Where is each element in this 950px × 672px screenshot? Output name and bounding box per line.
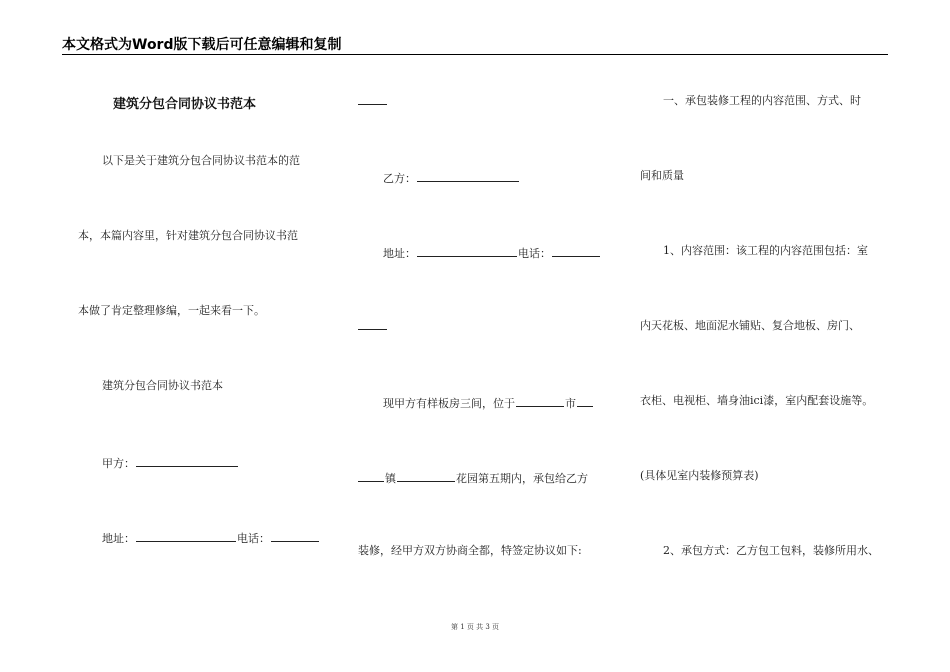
col2-body-line-3: 装修，经甲方双方协商全都，特签定协议如下: <box>358 544 582 557</box>
col2-phone-label: 电话： <box>518 247 551 260</box>
col2-address-line <box>383 244 601 261</box>
col1-phone-blank <box>271 529 319 542</box>
col3-line-6: (具体见室内装修预算表) <box>640 469 759 482</box>
intro-line-1: 以下是关于建筑分包合同协议书范本的范 <box>102 154 300 167</box>
col2-body-line-2 <box>358 469 588 486</box>
col1-address-label: 地址： <box>102 532 135 545</box>
page-number: 第 1 页 共 3 页 <box>450 623 500 631</box>
party-b-blank <box>417 169 519 182</box>
col2-mid-blank <box>358 329 387 330</box>
header-divider <box>62 54 888 55</box>
col2-top-blank <box>358 104 387 105</box>
col2-address-label: 地址： <box>383 247 416 260</box>
party-a-line <box>102 454 239 471</box>
col1-address-line <box>102 529 320 546</box>
col2-body-line-2b: 花园第五期内，承包给乙方 <box>456 472 588 485</box>
col3-line-1: 一、承包装修工程的内容范围、方式、时 <box>663 94 861 107</box>
party-b-label: 乙方： <box>383 172 416 185</box>
col3-line-7: 2、承包方式：乙方包工包料，装修所用水、 <box>663 544 879 557</box>
document-header: 本文格式为Word版下载后可任意编辑和复制 <box>62 37 342 53</box>
party-a-blank <box>136 454 238 467</box>
col3-line-5: 衣柜、电视柜、墙身油ici漆，室内配套设施等。 <box>640 394 874 407</box>
col2-body-line-1a: 现甲方有样板房三间，位于 <box>383 397 515 410</box>
col3-line-4: 内天花板、地面泥水铺贴、复合地板、房门、 <box>640 319 860 332</box>
col3-line-2: 间和质量 <box>640 169 684 182</box>
intro-line-2: 本，本篇内容里，针对建筑分包合同协议书范 <box>78 229 298 242</box>
col2-body-line-2a: 镇 <box>385 472 396 485</box>
party-b-line <box>383 169 520 186</box>
location-blank-1 <box>516 394 564 407</box>
col2-body-line-1 <box>383 394 594 411</box>
col3-line-3: 1、内容范围：该工程的内容范围包括：室 <box>663 244 868 257</box>
col1-phone-label: 电话： <box>237 532 270 545</box>
col2-phone-blank <box>552 244 600 257</box>
intro-line-3: 本做了肯定整理修编，一起来看一下。 <box>78 304 265 317</box>
document-title: 建筑分包合同协议书范本 <box>113 97 257 112</box>
col1-address-blank <box>136 529 236 542</box>
col2-address-blank <box>417 244 517 257</box>
location-blank-2 <box>577 394 593 407</box>
col2-body-line-1b: 市 <box>565 397 576 410</box>
party-a-label: 甲方： <box>102 457 135 470</box>
garden-blank <box>397 469 455 482</box>
town-blank <box>358 469 384 482</box>
section-subtitle: 建筑分包合同协议书范本 <box>102 379 223 392</box>
